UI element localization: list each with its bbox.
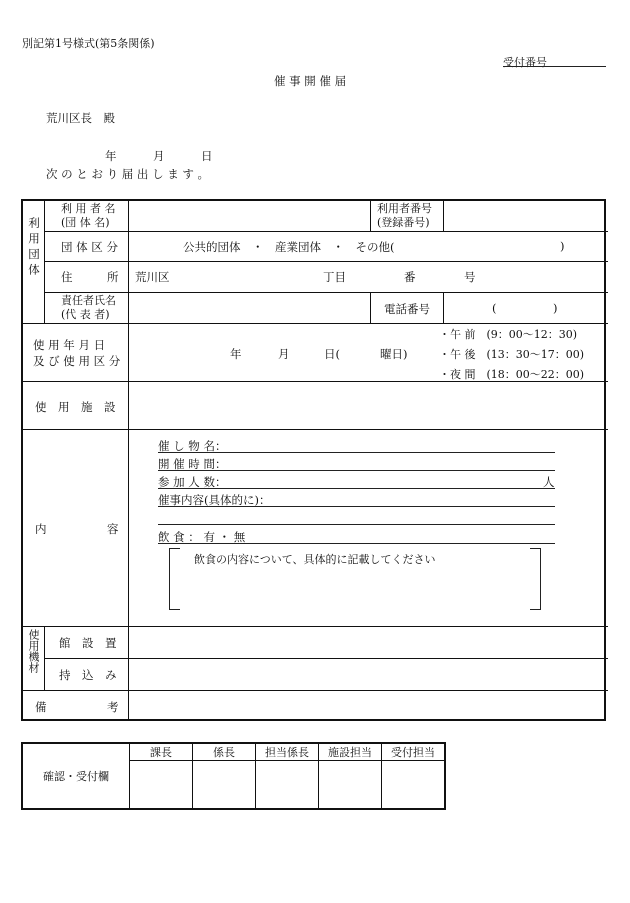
user-name-label: 利 用 者 名 (団 体 名)	[61, 202, 116, 229]
form-number: 別記第1号様式(第5条関係)	[22, 37, 155, 50]
usage-date-label: 使 用 年 月 日 及 び 使 用 区 分	[33, 338, 121, 368]
facility-input[interactable]	[130, 383, 606, 427]
stamp-box[interactable]	[193, 761, 256, 809]
food-note: 飲食の内容について、具体的に記載してください	[194, 553, 436, 566]
confirmation-label: 確認・受付欄	[22, 743, 130, 809]
address-go: 号	[464, 270, 476, 284]
phone-open: (	[492, 301, 497, 315]
usage-weekday: 曜日)	[380, 347, 408, 361]
installed-label: 館 設 置	[59, 636, 117, 650]
date-year-label: 年	[105, 149, 117, 163]
event-time-label: 開 催 時 間：	[158, 457, 227, 471]
event-name-label: 催 し 物 名：	[158, 439, 227, 453]
date-day-label: 日	[201, 149, 213, 163]
remarks-label-left: 備	[35, 700, 47, 714]
remarks-label-right: 考	[107, 700, 119, 714]
facility-label: 使 用 施 設	[35, 400, 116, 414]
address-ward: 荒川区	[135, 270, 170, 284]
details-field-1[interactable]	[158, 506, 555, 507]
usage-year: 年	[230, 347, 242, 361]
details-field-2[interactable]	[158, 524, 555, 525]
category-label: 団 体 区 分	[61, 240, 118, 254]
page-title: 催 事 開 催 届	[274, 74, 347, 88]
receipt-number-label: 受付番号	[503, 56, 547, 69]
brought-input[interactable]	[130, 660, 606, 689]
brought-label: 持 込 み	[59, 668, 117, 682]
food-field	[158, 543, 555, 544]
content-label-left: 内	[35, 522, 47, 536]
food-bracket-left	[169, 548, 180, 610]
remarks-input[interactable]	[130, 692, 606, 719]
food-option[interactable]: 飲 食 ： 有 ・ 無	[158, 530, 246, 544]
stamp-box[interactable]	[256, 761, 319, 809]
user-number-label: 利用者番号 (登録番号)	[377, 202, 432, 229]
address-label: 住 所	[61, 270, 119, 284]
col-facility-staff: 施設担当	[319, 743, 382, 761]
addressee: 荒川区長 殿	[46, 111, 115, 125]
participants-unit: 人	[543, 475, 555, 489]
application-form	[21, 199, 606, 721]
slot-morning[interactable]: ・午 前 (9：00～12：30)	[439, 328, 578, 341]
food-details-input[interactable]	[183, 569, 527, 607]
statement: 次 の と お り 届 出 し ま す 。	[46, 167, 210, 181]
col-section-chief: 課長	[130, 743, 193, 761]
usage-month: 月	[278, 347, 290, 361]
col-reception-staff: 受付担当	[382, 743, 446, 761]
category-close: )	[560, 239, 565, 253]
slot-afternoon[interactable]: ・午 後 (13：30～17：00)	[439, 348, 585, 361]
equipment-section-label: 使用機材	[27, 629, 40, 673]
phone-close: )	[553, 301, 558, 315]
installed-input[interactable]	[130, 628, 606, 657]
stamp-box[interactable]	[319, 761, 382, 809]
participants-label: 参 加 人 数：	[158, 475, 227, 489]
slot-night[interactable]: ・夜 間 (18：00～22：00)	[439, 368, 585, 381]
phone-label: 電話番号	[384, 302, 430, 316]
confirmation-table	[21, 742, 446, 810]
representative-label: 責任者氏名 (代 表 者)	[61, 294, 116, 321]
category-options[interactable]: 公共的団体 ・ 産業団体 ・ その他(	[183, 240, 395, 254]
details-label: 催事内容(具体的に)：	[158, 493, 271, 507]
address-chome: 丁目	[323, 270, 346, 284]
group-section-label: 利用団体	[27, 217, 41, 279]
receipt-number-field[interactable]	[503, 66, 606, 67]
col-subsection-chief: 係長	[193, 743, 256, 761]
participants-field[interactable]	[158, 488, 555, 489]
date-month-label: 月	[153, 149, 165, 163]
event-time-field[interactable]	[158, 470, 555, 471]
event-name-field[interactable]	[158, 452, 555, 453]
user-name-input[interactable]	[130, 202, 368, 230]
stamp-box[interactable]	[130, 761, 193, 809]
usage-day: 日(	[324, 347, 340, 361]
user-number-input[interactable]	[445, 202, 605, 230]
food-bracket-right	[530, 548, 541, 610]
col-assistant-chief: 担当係長	[256, 743, 319, 761]
stamp-box[interactable]	[382, 761, 446, 809]
representative-input[interactable]	[130, 294, 368, 322]
content-label-right: 容	[107, 522, 119, 536]
address-ban: 番	[404, 270, 416, 284]
